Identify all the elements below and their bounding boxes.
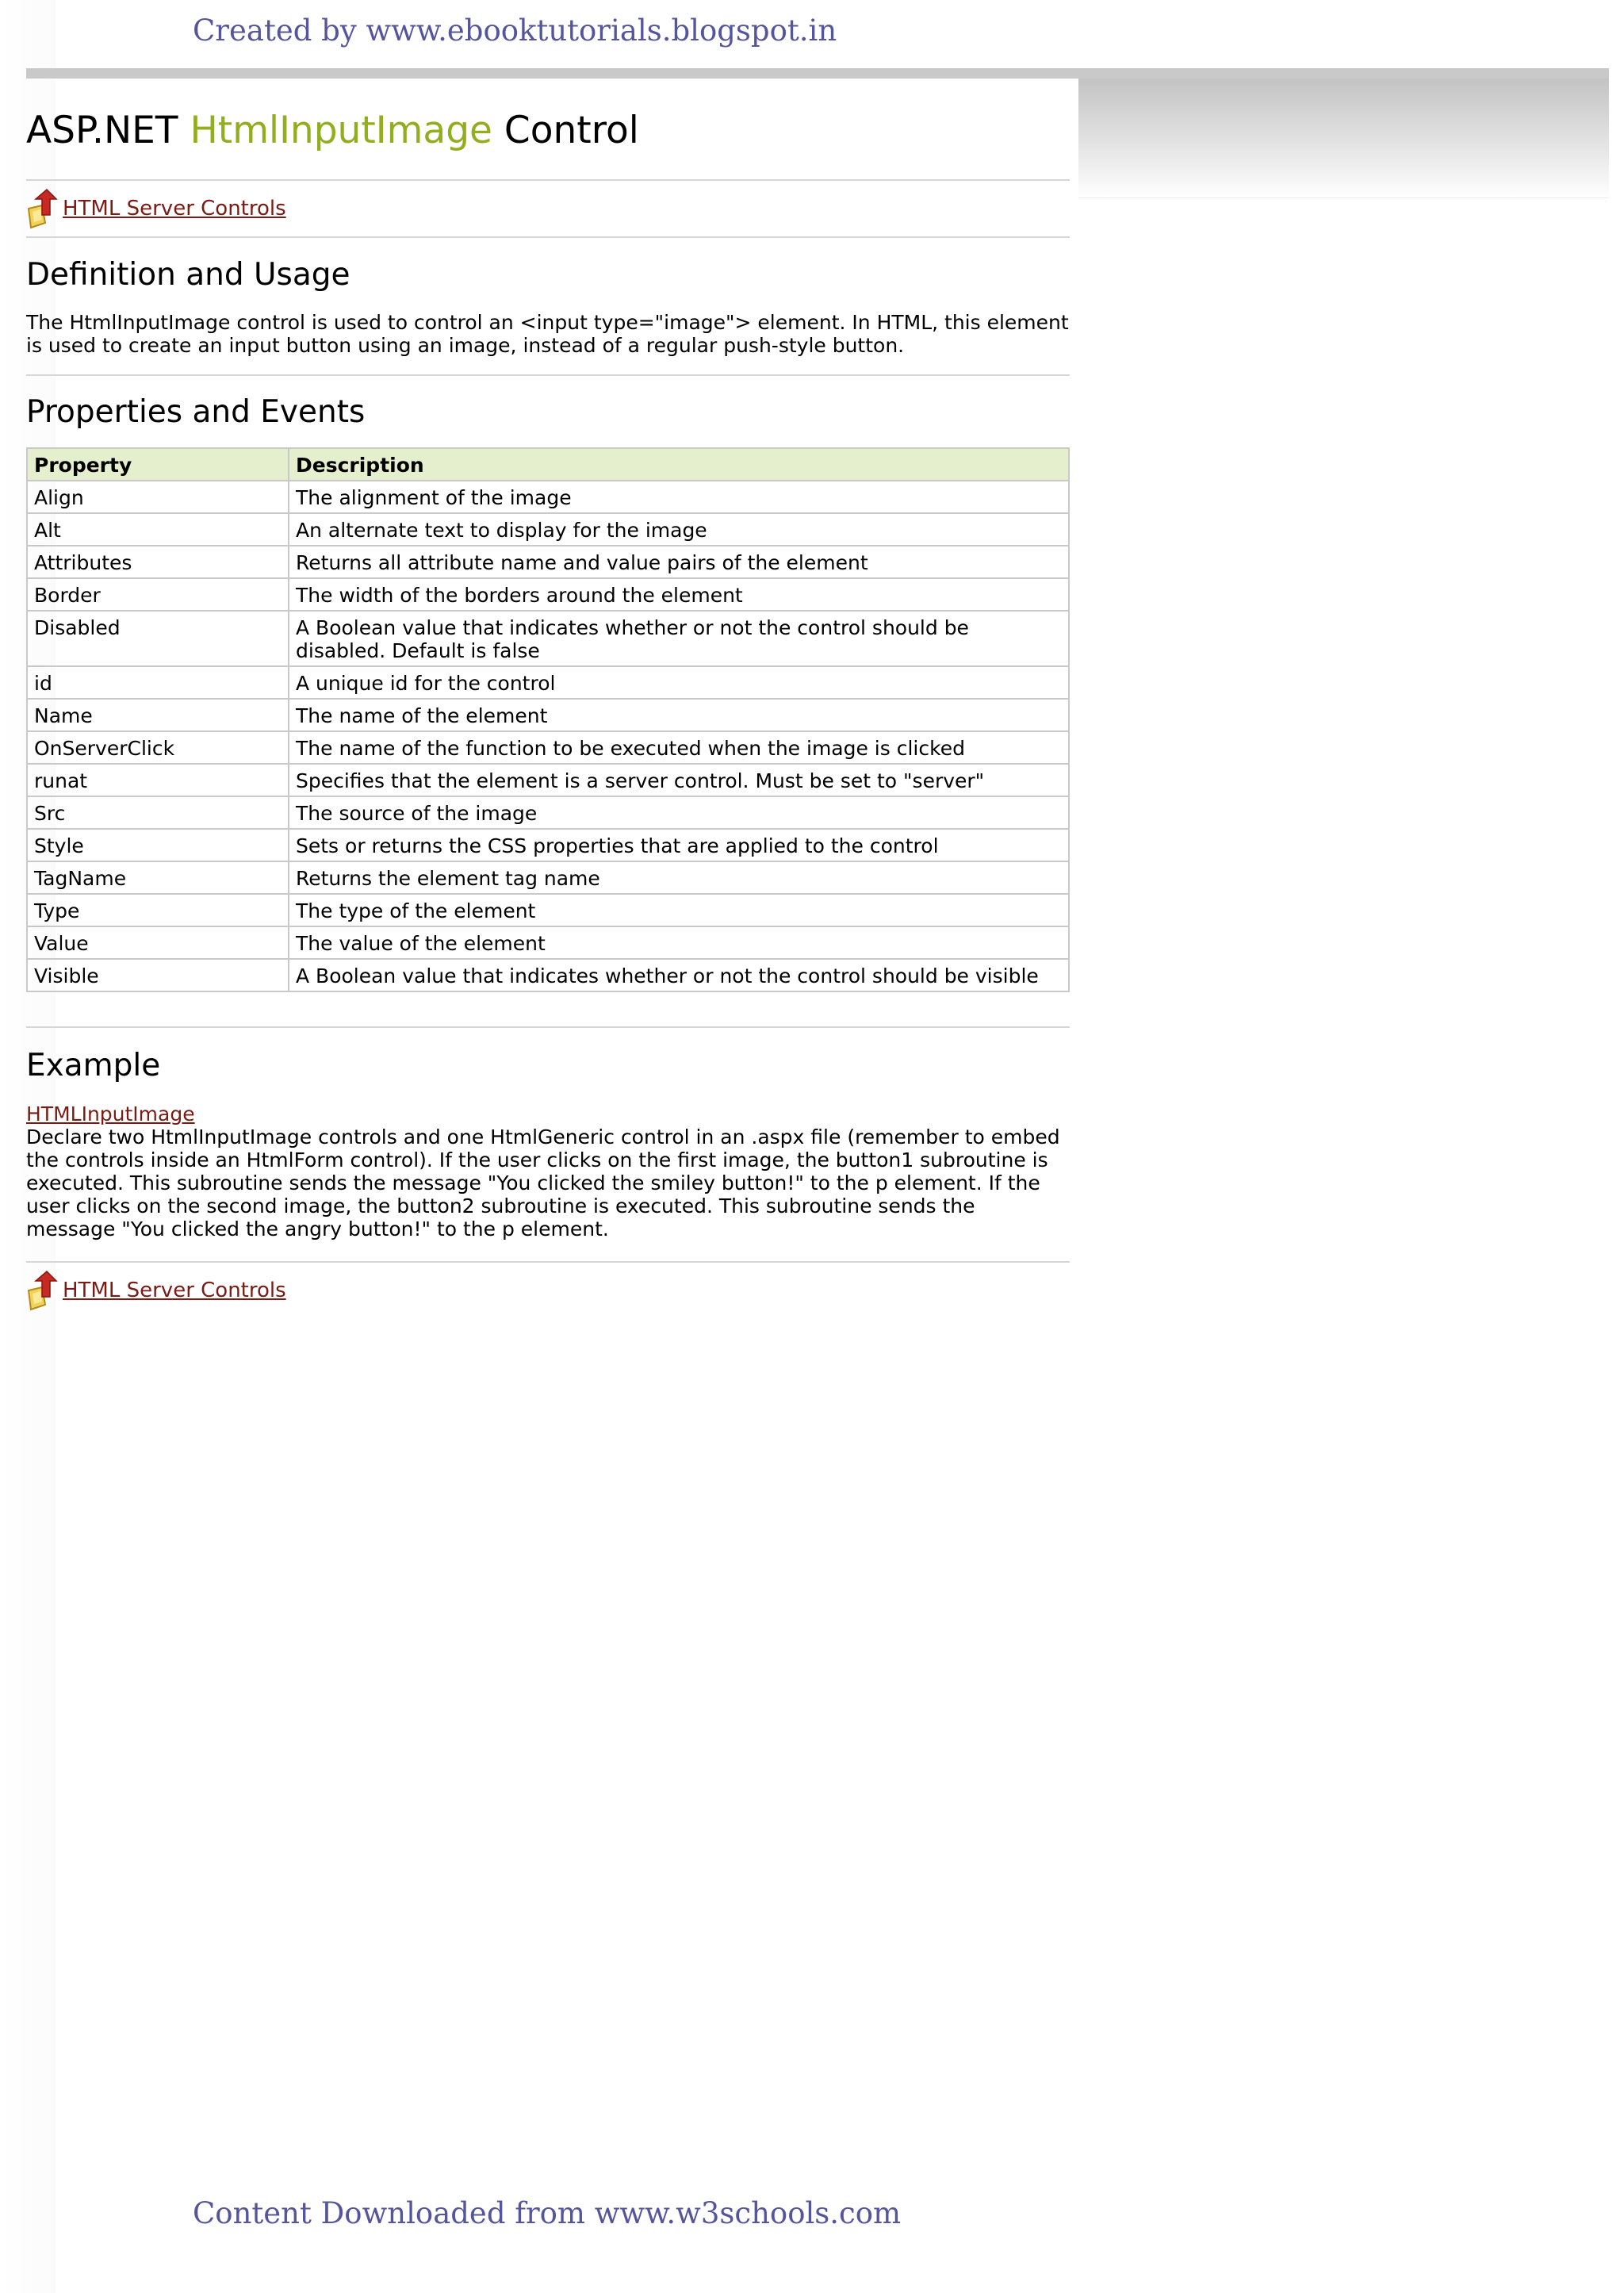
property-cell: TagName xyxy=(27,861,289,894)
property-cell: Style xyxy=(27,829,289,861)
description-cell: An alternate text to display for the image xyxy=(289,513,1069,546)
table-row xyxy=(27,666,1069,699)
html-server-controls-link[interactable]: HTML Server Controls xyxy=(63,1279,286,1302)
column-header-description: Description xyxy=(289,448,1069,481)
banner-text: Created by www.ebooktutorials.blogspot.in xyxy=(193,13,837,48)
table-row xyxy=(27,796,1069,829)
property-cell: Align xyxy=(27,481,289,513)
property-cell: Type xyxy=(27,894,289,926)
description-cell: A Boolean value that indicates whether or not the control should be visible xyxy=(289,959,1069,991)
property-cell: Border xyxy=(27,578,289,611)
property-cell: Visible xyxy=(27,959,289,991)
properties-table xyxy=(26,447,1070,992)
property-cell: Alt xyxy=(27,513,289,546)
description-cell: The source of the image xyxy=(289,796,1069,829)
title-prefix: ASP.NET xyxy=(26,109,190,152)
top-bar xyxy=(26,68,1609,79)
table-body xyxy=(27,481,1069,991)
property-cell: Src xyxy=(27,796,289,829)
description-cell: A Boolean value that indicates whether or not the control should be disabled. Default is false xyxy=(289,611,1069,666)
properties-heading: Properties and Events xyxy=(26,394,366,430)
description-cell: The name of the function to be executed when the image is clicked xyxy=(289,731,1069,764)
property-cell: OnServerClick xyxy=(27,731,289,764)
table-row xyxy=(27,481,1069,513)
definition-text: The HtmlInputImage control is used to control an <input type="image"> element. In HTML, this element is used to create an input button using an image, instead of a regular push-style button. xyxy=(26,311,1069,357)
table-row xyxy=(27,959,1069,991)
title-suffix: Control xyxy=(492,109,639,152)
table-header-row xyxy=(27,448,1069,481)
example-heading: Example xyxy=(26,1048,161,1083)
description-cell: The alignment of the image xyxy=(289,481,1069,513)
header-gradient xyxy=(1078,79,1609,198)
table-row xyxy=(27,829,1069,861)
description-cell: Specifies that the element is a server control. Must be set to "server" xyxy=(289,764,1069,796)
description-cell: Returns all attribute name and value pairs of the element xyxy=(289,546,1069,578)
table-row xyxy=(27,699,1069,731)
nav-back-bottom[interactable] xyxy=(26,1263,1070,1318)
title-highlight: HtmlInputImage xyxy=(190,109,492,152)
page-title xyxy=(26,109,1070,153)
table-row xyxy=(27,861,1069,894)
description-cell: The width of the borders around the element xyxy=(289,578,1069,611)
description-cell: Returns the element tag name xyxy=(289,861,1069,894)
main-content xyxy=(26,79,1070,1318)
property-cell: Disabled xyxy=(27,611,289,666)
description-cell: The name of the element xyxy=(289,699,1069,731)
table-row xyxy=(27,894,1069,926)
folder-up-icon xyxy=(26,1270,59,1311)
table-row xyxy=(27,926,1069,959)
table-row xyxy=(27,731,1069,764)
table-row xyxy=(27,513,1069,546)
definition-heading: Definition and Usage xyxy=(26,257,350,293)
property-cell: Attributes xyxy=(27,546,289,578)
footer-text: Content Downloaded from www.w3schools.com xyxy=(193,2196,902,2230)
description-cell: The value of the element xyxy=(289,926,1069,959)
table-row xyxy=(27,578,1069,611)
table-row xyxy=(27,546,1069,578)
description-cell: A unique id for the control xyxy=(289,666,1069,699)
nav-back-top[interactable] xyxy=(26,181,1070,236)
example-link[interactable]: HTMLInputImage xyxy=(26,1102,195,1125)
description-cell: The type of the element xyxy=(289,894,1069,926)
folder-up-icon xyxy=(26,188,59,229)
example-text: Declare two HtmlInputImage controls and one HtmlGeneric control in an .aspx file (remember to embed the controls inside an HtmlForm control). If the user clicks on the first image, the button1 subroutine is executed. This subroutine sends the message "You clicked the smiley button!" to the p element. If the user clicks on the second image, the button2 subroutine is executed. This subroutine sends the message "You clicked the angry button!" to the p element. xyxy=(26,1125,1060,1240)
column-header-property: Property xyxy=(27,448,289,481)
property-cell: Name xyxy=(27,699,289,731)
table-row xyxy=(27,611,1069,666)
description-cell: Sets or returns the CSS properties that are applied to the control xyxy=(289,829,1069,861)
html-server-controls-link[interactable]: HTML Server Controls xyxy=(63,197,286,220)
property-cell: Value xyxy=(27,926,289,959)
property-cell: id xyxy=(27,666,289,699)
table-row xyxy=(27,764,1069,796)
property-cell: runat xyxy=(27,764,289,796)
